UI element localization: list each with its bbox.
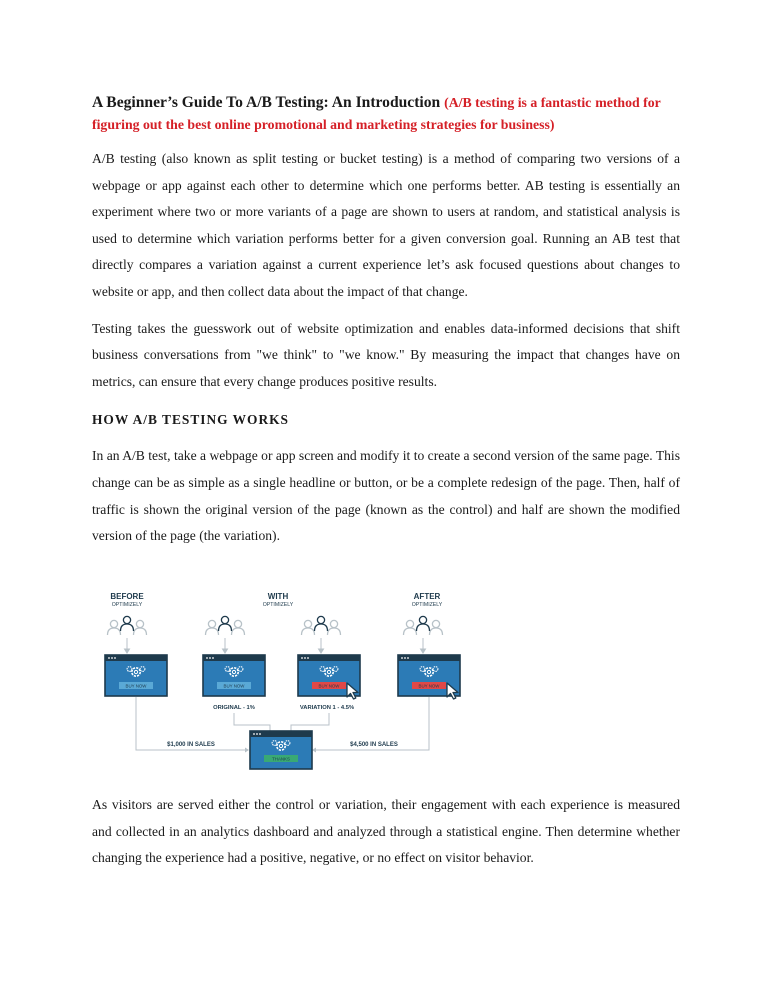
buy-now-button: BUY NOW [318,683,340,689]
original-rate-label: ORIGINAL - 1% [213,705,255,711]
user-icon [315,616,328,631]
user-icon [302,620,315,635]
buy-now-button: BUY NOW [223,683,245,689]
section-heading: HOW A/B TESTING WORKS [92,412,289,428]
users-group-variation [302,616,341,635]
final-paragraph: As visitors are served either the control or variation, their engagement with each experience is measured and collected in an analytics dashboard and analyzed through a statistical engine. Then determine whether changing the experience had a positive, negative, or no effect on visitor behavior. [92,797,680,866]
with-label: WITH [267,592,289,601]
title-subtitle-1: (A/B testing is a fantastic [444,95,592,110]
before-label: BEFORE [110,592,144,601]
browser-window-after [398,655,460,699]
after-sub-label: OPTIMIZELY [411,602,443,608]
user-icon [417,616,430,631]
user-icon [121,616,134,631]
title-subtitle-2: method for figuring out the best online promotional and marketing strategies for business) [92,95,661,132]
variation-rate-label: VARIATION 1 - 4.5% [299,705,355,711]
buy-now-button: BUY NOW [125,683,147,689]
users-group-original [206,616,245,635]
users-group-after [404,616,443,635]
document-content [92,92,680,550]
browser-window-thanks [250,731,312,769]
after-label: AFTER [413,592,441,601]
sales-right-label: $4,500 IN SALES [350,742,398,748]
browser-window-variation [298,655,360,699]
thanks-badge: THANKS [272,756,290,762]
user-icon [430,620,443,635]
user-icon [134,620,147,635]
users-group-before [108,616,147,635]
ab-testing-diagram [92,585,482,775]
document-title [92,92,680,136]
title-main: A Beginner’s Guide To A/B Testing: An Introduction [92,94,441,111]
before-sub-label: OPTIMIZELY [111,602,143,608]
flow-arrows [125,638,426,653]
user-icon [219,616,232,631]
user-icon [232,620,245,635]
intro-paragraph: A/B testing (also known as split testing or bucket testing) is a method of comparing two versions of a webpage or app against each other to determine which one performs better. AB testing is essentially an experiment where two or more variants of a page are shown to users at random, and statistical analysis is used to determine which variation performs better for a given conversion goal. Running an AB test that directly compares a variation against a current experience let’s ask focused questions about changes to website or app, and then collect data about the impact of that change. [92,151,680,299]
browser-window-before [105,655,167,696]
user-icon [328,620,341,635]
guesswork-paragraph: Testing takes the guesswork out of website optimization and enables data-informed decisions that shift business conversations from "we think" to "we know." By measuring the impact that changes have on metrics, can ensure that every change produces positive results. [92,320,680,389]
user-icon [206,620,219,635]
sales-left-label: $1,000 IN SALES [167,742,215,748]
user-icon [404,620,417,635]
how-paragraph: In an A/B test, take a webpage or app screen and modify it to create a second version of the same page. This change can be as simple as a single headline or button, or be a complete redesign of the page. Then, half of traffic is shown the original version of the page (known as the control) and half are shown the modified version of the page (the variation). [92,448,680,544]
buy-now-button: BUY NOW [418,683,440,689]
user-icon [108,620,121,635]
browser-window-original [203,655,265,696]
with-sub-label: OPTIMIZELY [262,602,294,608]
